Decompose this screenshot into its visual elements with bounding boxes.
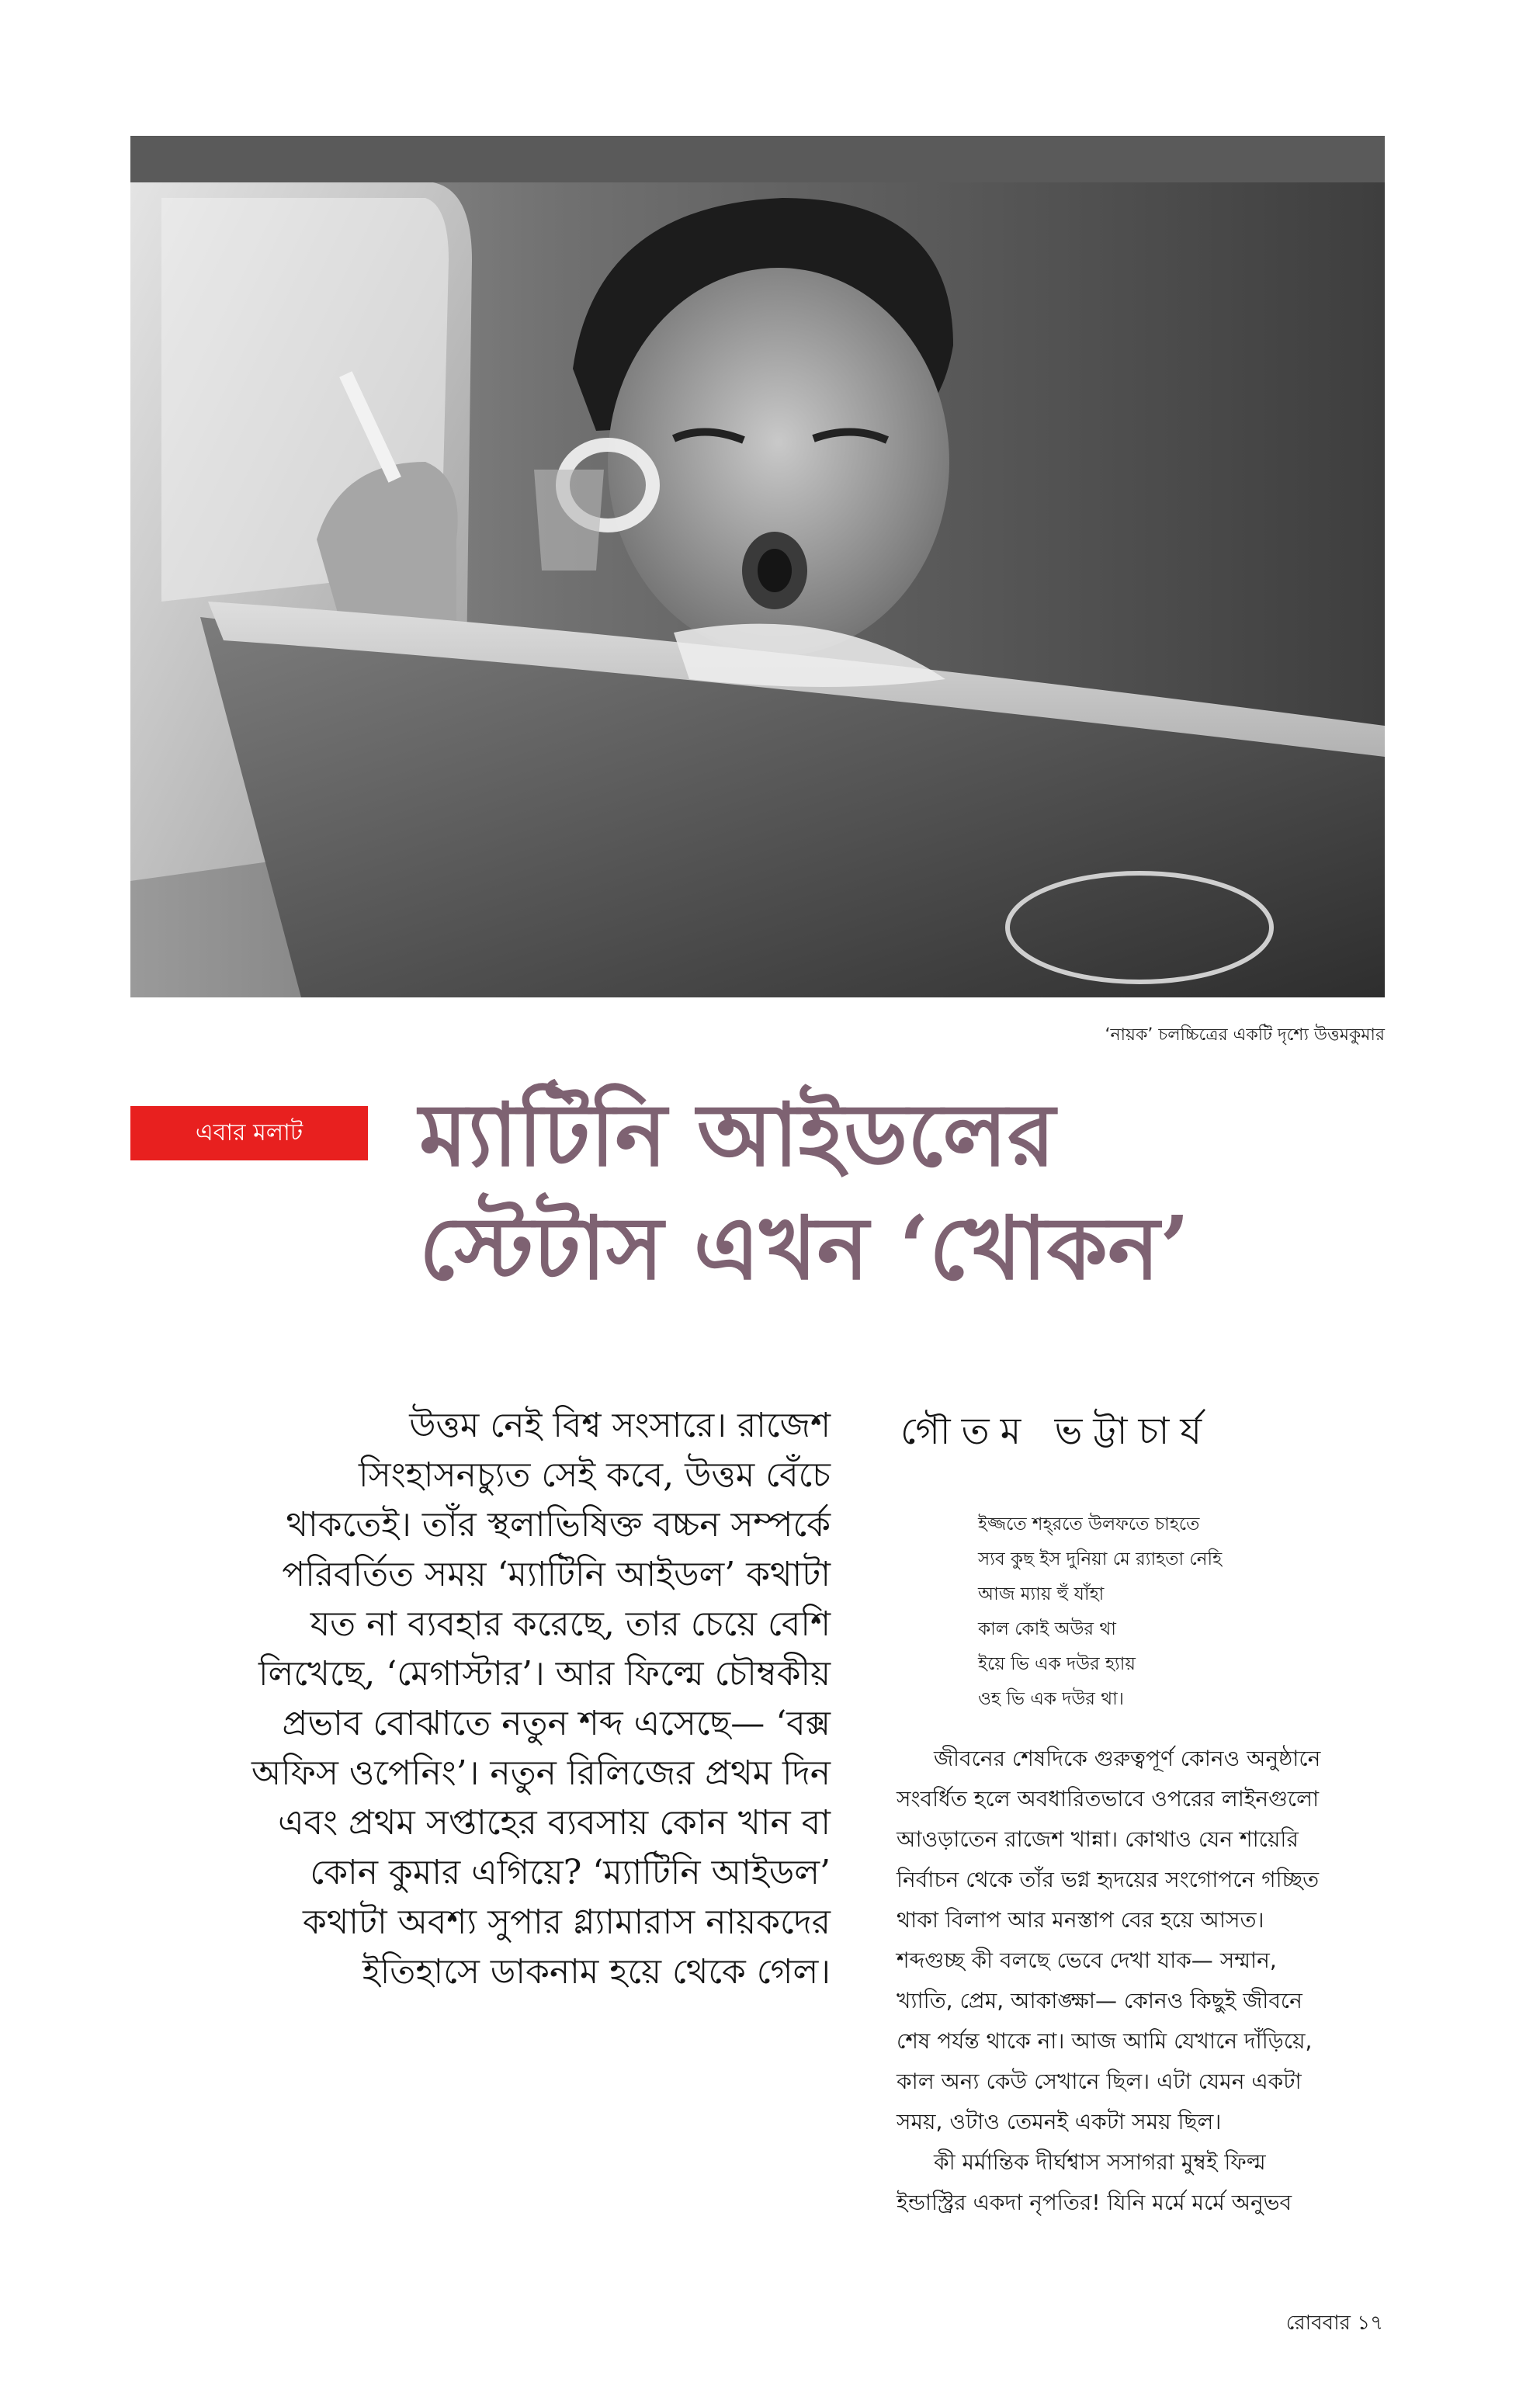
page-folio: রোববার ১৭ (1285, 2311, 1383, 2335)
lede-line: কোন কুমার এগিয়ে? ‘ম্যাটিনি আইডল’ (310, 1853, 831, 1892)
lede-line: পরিবর্তিত সময় ‘ম্যাটিনি আইডল’ কথাটা (282, 1555, 831, 1594)
lede-line: যত না ব্যবহার করেছে, তার চেয়ে বেশি (310, 1604, 831, 1644)
verse-line: ইয়ে ভি এক দউর হ্যায় (978, 1654, 1136, 1674)
section-tag: এবার মলাট (130, 1106, 368, 1160)
headline-line-2: স্টেটাস এখন ‘খোকন’ (419, 1198, 1190, 1299)
body-line: কাল অন্য কেউ সেখানে ছিল। এটা যেমন একটা (897, 2069, 1302, 2094)
body-line: কী মর্মান্তিক দীর্ঘশ্বাস সসাগরা মুম্বই ফিল্ম (934, 2149, 1266, 2175)
body-line: আওড়াতেন রাজেশ খান্না। কোথাও যেন শায়েরি (897, 1826, 1299, 1852)
body-line: শব্দগুচ্ছ কী বলছে ভেবে দেখা যাক— সম্মান, (897, 1947, 1277, 1973)
verse-line: স্যব কুছ ইস দুনিয়া মে র‍্যাহতা নেহি (978, 1549, 1223, 1569)
body-line: সময়, ওটাও তেমনই একটা সময় ছিল। (897, 2109, 1222, 2135)
verse-line: ইজ্জতে শহ্‌রতে উলফতে চাহতে (978, 1514, 1200, 1535)
body-line: সংবর্ধিত হলে অবধারিতভাবে ওপরের লাইনগুলো (897, 1786, 1320, 1812)
body-line: জীবনের শেষদিকে গুরুত্বপূর্ণ কোনও অনুষ্ঠানে (934, 1746, 1321, 1771)
lede-line: সিংহাসনচ্যুত সেই কবে, উত্তম বেঁচে (359, 1455, 831, 1495)
body-line: ইন্ডাস্ট্রির একদা নৃপতির! যিনি মর্মে মর্মে অনুভব (897, 2190, 1292, 2215)
lede-line: ইতিহাসে ডাকনাম হয়ে থেকে গেল। (362, 1952, 831, 1992)
lede-line: প্রভাব বোঝাতে নতুন শব্দ এসেছে— ‘বক্স (282, 1704, 831, 1743)
headline-line-1: ম্যাটিনি আইডলের (419, 1084, 1056, 1186)
lede-line: অফিস ওপেনিং’। নতুন রিলিজের প্রথম দিন (251, 1753, 831, 1793)
body-line: খ্যাতি, প্রেম, আকাঙ্ক্ষা— কোনও কিছুই জীবনে (897, 1988, 1302, 2013)
lede-line: এবং প্রথম সপ্তাহের ব্যবসায় কোন খান বা (278, 1803, 831, 1843)
author-byline: গৌতম ভট্টাচার্য (900, 1410, 1213, 1453)
headline (419, 1079, 1428, 1306)
photo-caption: ‘নায়ক’ চলচ্চিত্রের একটি দৃশ্যে উত্তমকুমার (1105, 1025, 1385, 1045)
body-line: নির্বাচন থেকে তাঁর ভগ্ন হৃদয়ের সংগোপনে গচ্ছিত (897, 1867, 1320, 1892)
lede-paragraph (151, 1401, 831, 1997)
body-line: থাকা বিলাপ আর মনস্তাপ বের হয়ে আসত। (897, 1907, 1264, 1933)
verse-line: আজ ম্যায় হুঁ যাঁহা (978, 1584, 1105, 1604)
lede-line: কথাটা অবশ্য সুপার গ্ল্যামারাস নায়কদের (302, 1902, 831, 1942)
lede-line: লিখেছে, ‘মেগাস্টার’। আর ফিল্মে চৌম্বকীয় (258, 1654, 831, 1694)
body-line: শেষ পর্যন্ত থাকে না। আজ আমি যেখানে দাঁড়িয়ে, (897, 2028, 1313, 2054)
verse-block (978, 1507, 1222, 1717)
verse-line: ওহ ভি এক দউর থা। (978, 1689, 1125, 1709)
body-text (897, 1739, 1393, 2223)
verse-line: কাল কোই অউর থা (978, 1619, 1116, 1639)
lede-line: থাকতেই। তাঁর স্থলাভিষিক্ত বচ্চন সম্পর্কে (286, 1505, 831, 1545)
lede-line: উত্তম নেই বিশ্ব সংসারে। রাজেশ (409, 1406, 831, 1445)
hero-photo (130, 136, 1385, 997)
